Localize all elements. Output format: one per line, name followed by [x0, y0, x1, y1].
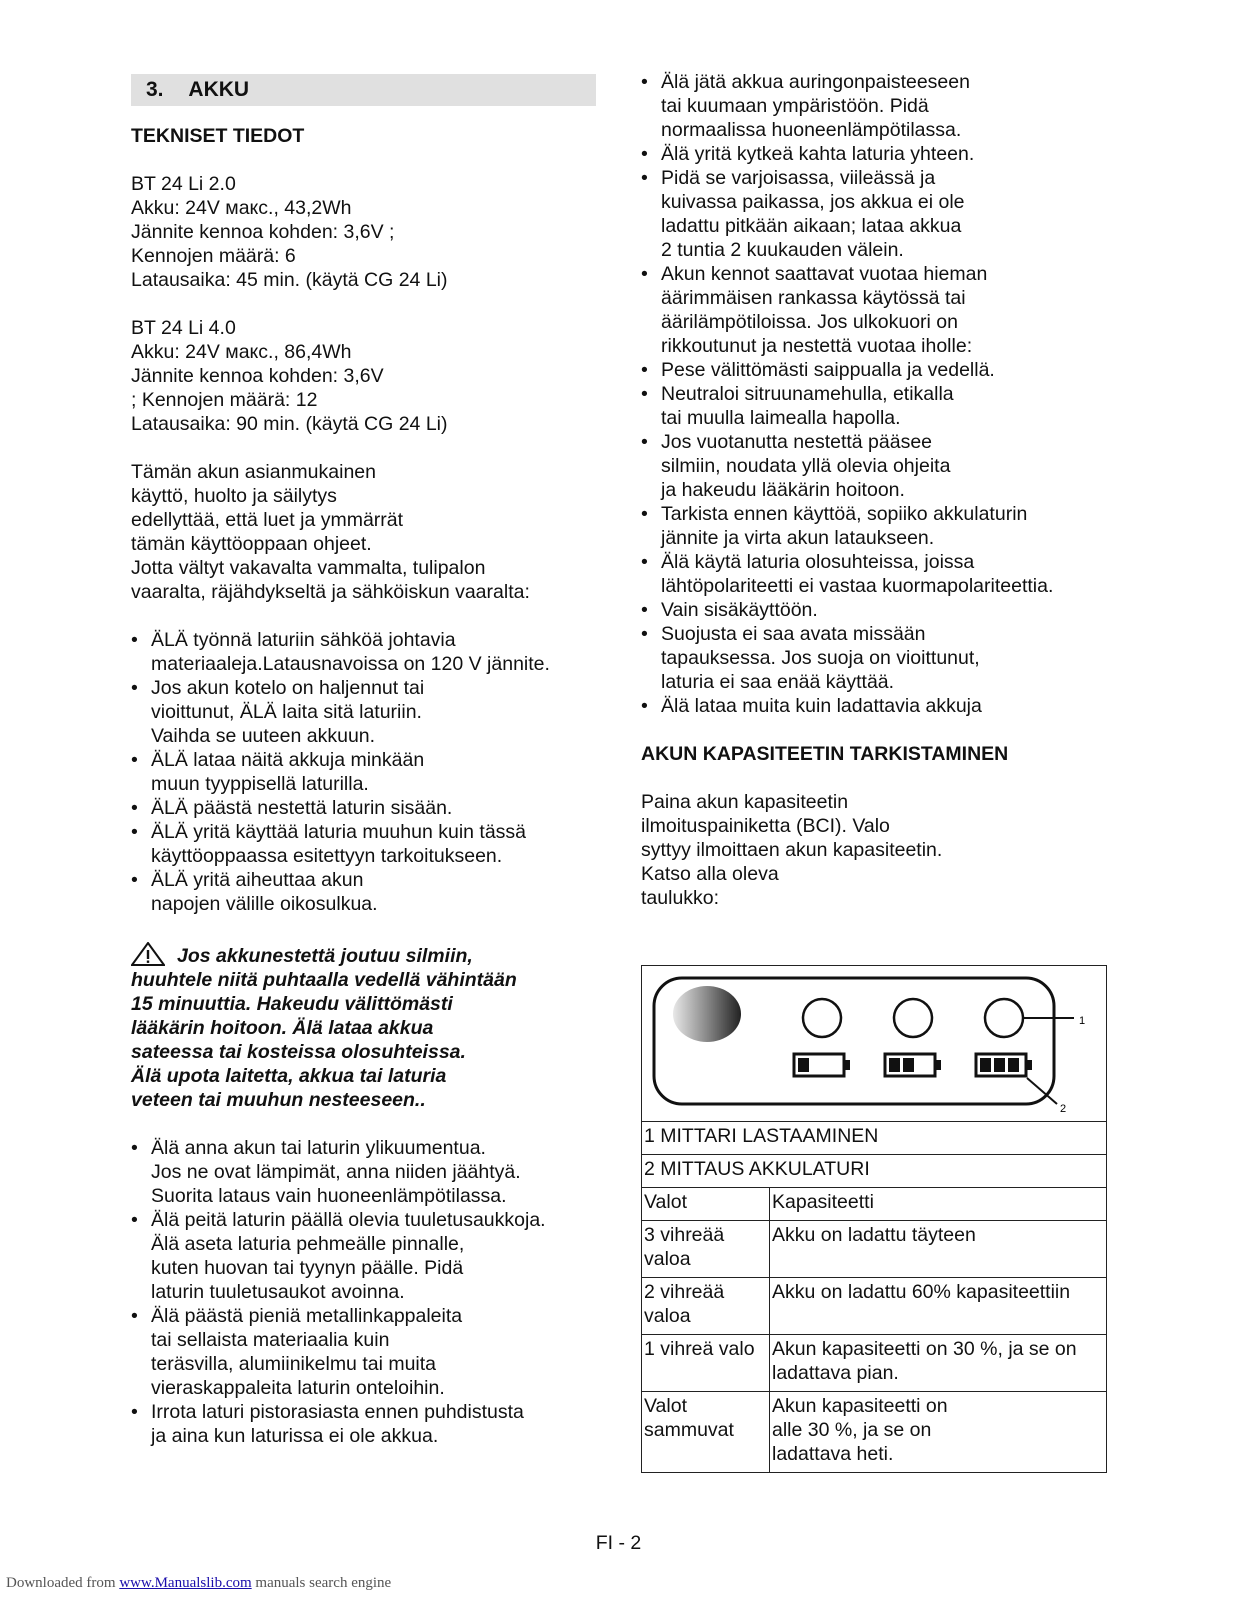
capacity-paragraph: [641, 790, 1111, 910]
bullet-line: • Älä jätä akkua auringonpaisteeseen: [661, 71, 970, 93]
table-cell: 2 MITTAUS AKKULATURI: [642, 1155, 1107, 1188]
list-item: [641, 502, 1111, 550]
bullet-line: • Jos akun kotelo on haljennut tai: [151, 677, 425, 699]
led-3-icon: [985, 999, 1023, 1037]
bullet-line: jännite ja virta akun lataukseen.: [661, 527, 935, 549]
bullet-line: ladattu pitkään aikaan; lataa akkua: [661, 215, 962, 237]
battery-segment: [980, 1058, 991, 1072]
bullet-line: äärimmäisen rankassa käytössä tai: [661, 287, 966, 309]
bullet-line: • ÄLÄ yritä aiheuttaa akun: [151, 869, 364, 891]
bullet-line: muun tyyppisellä laturilla.: [151, 773, 369, 795]
bullet-line: kuten huovan tai tyynyn päälle. Pidä: [151, 1257, 464, 1279]
list-item: [131, 1208, 601, 1304]
bullet-line: normaalissa huoneenlämpötilassa.: [661, 119, 962, 141]
cell-line: 1 vihreä valo: [644, 1338, 755, 1360]
bullet-line: materiaaleja.Latausnavoissa on 120 V jännite.: [151, 653, 550, 675]
spec-bt24li-2: [131, 172, 601, 292]
bullet-line: • ÄLÄ yritä käyttää laturia muuhun kuin tässä: [151, 821, 527, 843]
indicator-figure-cell: [642, 966, 1107, 1122]
bullet-line: tai muulla laimealla hapolla.: [661, 407, 901, 429]
bullet-line: silmiin, noudata yllä olevia ohjeita: [661, 455, 951, 477]
capacity-table: [641, 965, 1107, 1473]
bullet-line: • ÄLÄ työnnä laturiin sähköä johtavia: [151, 629, 456, 651]
table-row: [642, 1392, 1107, 1473]
table-header-row: [642, 1188, 1107, 1221]
table-cell: [642, 1221, 770, 1278]
list-item: [641, 694, 1111, 718]
bullet-line: • Pese välittömästi saippualla ja vedellä.: [661, 359, 995, 381]
table-row: [642, 1155, 1107, 1188]
safety-list-1: [131, 628, 601, 916]
table-row: [642, 1335, 1107, 1392]
bullet-line: teräsvilla, alumiinikelmu tai muita: [151, 1353, 437, 1375]
list-item: [641, 142, 1111, 166]
table-cell: [642, 1278, 770, 1335]
cell-line: 3 vihreää: [644, 1224, 725, 1246]
intro-line: Jotta vältyt vakavalta vammalta, tulipalon: [131, 557, 486, 579]
bci-button-icon: [673, 986, 741, 1042]
callout-label-1: 1: [1079, 1015, 1086, 1027]
spec-line: ; Kennojen määrä: 12: [131, 389, 318, 411]
warning-text: Jos akkunestettä joutuu silmiin,: [177, 945, 473, 967]
warning-line: sateessa tai kosteissa olosuhteissa.: [131, 1041, 466, 1063]
led-2-icon: [894, 999, 932, 1037]
list-item: [131, 1400, 601, 1448]
cell-line: valoa: [644, 1248, 691, 1270]
bullet-line: • Älä lataa muita kuin ladattavia akkuja: [661, 695, 982, 717]
bullet-line: Älä aseta laturia pehmeälle pinnalle,: [151, 1233, 465, 1255]
capacity-line: Paina akun kapasiteetin: [641, 791, 849, 813]
list-item: [641, 550, 1111, 598]
battery-indicator-figure: [642, 966, 1108, 1121]
warning-line: [131, 942, 601, 968]
section-header: [131, 74, 596, 106]
bullet-line: • Suojusta ei saa avata missään: [661, 623, 926, 645]
spec-line: BT 24 Li 4.0: [131, 317, 236, 339]
list-item: [641, 382, 1111, 430]
list-item: [131, 820, 601, 868]
battery-level-2-icon: [885, 1054, 941, 1076]
bullet-line: tai sellaista materiaalia kuin: [151, 1329, 390, 1351]
list-item: [131, 796, 601, 820]
cell-line: Akun kapasiteetti on 30 %, ja se on: [772, 1338, 1077, 1360]
list-item: [641, 70, 1111, 142]
bullet-line: • Älä yritä kytkeä kahta laturia yhteen.: [661, 143, 975, 165]
bullet-line: • Vain sisäkäyttöön.: [661, 599, 818, 621]
manualslib-link[interactable]: www.Manualslib.com: [119, 1575, 252, 1591]
cell-line: Valot: [644, 1395, 687, 1417]
bullet-line: laturin tuuletusaukot avoinna.: [151, 1281, 405, 1303]
warning-line: 15 minuuttia. Hakeudu välittömästi: [131, 993, 453, 1015]
spec-line: Latausaika: 45 min. (käytä CG 24 Li): [131, 269, 448, 291]
list-item: [131, 868, 601, 916]
safety-list-2: [131, 1136, 601, 1448]
callout-label-2: 2: [1060, 1103, 1067, 1115]
spec-line: Latausaika: 90 min. (käytä CG 24 Li): [131, 413, 448, 435]
capacity-line: taulukko:: [641, 887, 720, 909]
capacity-line: ilmoituspainiketta (BCI). Valo: [641, 815, 890, 837]
download-prefix: Downloaded from: [6, 1575, 120, 1591]
section-number: 3.: [146, 78, 164, 101]
battery-segment: [889, 1058, 900, 1072]
bullet-line: • Akun kennot saattavat vuotaa hieman: [661, 263, 988, 285]
table-row: [642, 1122, 1107, 1155]
bullet-line: rikkoutunut ja nestettä vuotaa iholle:: [661, 335, 973, 357]
bullet-line: • Älä peitä laturin päällä olevia tuuletusaukkoja.: [151, 1209, 546, 1231]
left-column: [131, 70, 601, 1448]
intro-line: tämän käyttöoppaan ohjeet.: [131, 533, 372, 555]
tech-heading: TEKNISET TIEDOT: [131, 125, 305, 147]
bullet-line: Jos ne ovat lämpimät, anna niiden jäähtyä.: [151, 1161, 521, 1183]
table-cell: [770, 1221, 1107, 1278]
cell-line: alle 30 %, ja se on: [772, 1419, 932, 1441]
bullet-line: • Pidä se varjoisassa, viileässä ja: [661, 167, 936, 189]
intro-line: edellyttää, että luet ja ymmärrät: [131, 509, 404, 531]
bullet-line: • ÄLÄ lataa näitä akkuja minkään: [151, 749, 425, 771]
cell-line: sammuvat: [644, 1419, 734, 1441]
list-item: [641, 430, 1111, 502]
list-item: [131, 676, 601, 748]
battery-level-1-icon: [794, 1054, 850, 1076]
warning-triangle-icon: [131, 942, 165, 966]
battery-level-3-icon: [976, 1054, 1032, 1076]
list-item: [641, 622, 1111, 694]
table-cell: [642, 1392, 770, 1473]
cell-line: Akku on ladattu täyteen: [772, 1224, 976, 1246]
bullet-line: vieraskappaleita laturin onteloihin.: [151, 1377, 445, 1399]
table-cell: [770, 1335, 1107, 1392]
bullet-line: • Jos vuotanutta nestettä pääsee: [661, 431, 933, 453]
safety-list-3: [641, 70, 1111, 718]
cell-line: ladattava pian.: [772, 1362, 899, 1384]
cell-line: Akun kapasiteetti on: [772, 1395, 948, 1417]
warning-line: Älä upota laitetta, akkua tai laturia: [131, 1065, 447, 1087]
bullet-line: käyttöoppaassa esitettyyn tarkoitukseen.: [151, 845, 503, 867]
download-footer: [6, 1575, 391, 1592]
bullet-line: lähtöpolariteetti ei vastaa kuormapolariteettia.: [661, 575, 1054, 597]
bullet-line: laturia ei saa enää käyttää.: [661, 671, 895, 693]
bullet-line: • Älä päästä pieniä metallinkappaleita: [151, 1305, 463, 1327]
capacity-heading: AKUN KAPASITEETIN TARKISTAMINEN: [641, 743, 1009, 765]
cell-line: Akku on ladattu 60% kapasiteettiin: [772, 1281, 1071, 1303]
table-cell: [770, 1278, 1107, 1335]
table-cell: [642, 1335, 770, 1392]
page-number: FI - 2: [595, 1532, 642, 1554]
bullet-line: vioittunut, ÄLÄ laita sitä laturiin.: [151, 701, 422, 723]
bullet-line: ja aina kun laturissa ei ole akkua.: [151, 1425, 439, 1447]
bullet-line: • ÄLÄ päästä nestettä laturin sisään.: [151, 797, 453, 819]
list-item: [641, 166, 1111, 262]
spec-line: Akku: 24V макс., 43,2Wh: [131, 197, 352, 219]
section-title: AKKU: [188, 78, 250, 101]
spec-line: BT 24 Li 2.0: [131, 173, 236, 195]
bullet-line: • Irrota laturi pistorasiasta ennen puhdistusta: [151, 1401, 524, 1423]
table-row: [642, 1221, 1107, 1278]
list-item: [641, 598, 1111, 622]
list-item: [641, 262, 1111, 358]
bullet-line: ja hakeudu lääkärin hoitoon.: [661, 479, 905, 501]
warning-line: lääkärin hoitoon. Älä lataa akkua: [131, 1017, 434, 1039]
capacity-line: Katso alla oleva: [641, 863, 779, 885]
list-item: [131, 748, 601, 796]
warning-line: huuhtele niitä puhtaalla vedellä vähintään: [131, 969, 517, 991]
list-item: [131, 1136, 601, 1208]
spec-line: Jännite kennoa kohden: 3,6V ;: [131, 221, 395, 243]
bullet-line: Suorita lataus vain huoneenlämpötilassa.: [151, 1185, 507, 1207]
bullet-line: tapauksessa. Jos suoja on vioittunut,: [661, 647, 980, 669]
spec-line: Akku: 24V макс., 86,4Wh: [131, 341, 352, 363]
intro-line: käyttö, huolto ja säilytys: [131, 485, 337, 507]
bullet-line: äärilämpötiloissa. Jos ulkokuori on: [661, 311, 958, 333]
spec-line: Kennojen määrä: 6: [131, 245, 296, 267]
bullet-line: • Älä käytä laturia olosuhteissa, joissa: [661, 551, 975, 573]
cell-line: valoa: [644, 1305, 691, 1327]
bullet-line: napojen välille oikosulkua.: [151, 893, 378, 915]
intro-paragraph: [131, 460, 601, 604]
intro-line: vaaralta, räjähdykseltä ja sähköiskun vaaralta:: [131, 581, 530, 603]
table-row: [642, 1278, 1107, 1335]
bullet-line: • Neutraloi sitruunamehulla, etikalla: [661, 383, 954, 405]
table-cell: [770, 1392, 1107, 1473]
bullet-line: kuivassa paikassa, jos akkua ei ole: [661, 191, 965, 213]
right-column: [641, 70, 1111, 910]
header-cell: Valot: [642, 1188, 770, 1221]
table-row: [642, 966, 1107, 1122]
cell-line: 2 vihreää: [644, 1281, 725, 1303]
cell-line: ladattava heti.: [772, 1443, 894, 1465]
warning-line: veteen tai muuhun nesteeseen..: [131, 1089, 426, 1111]
bullet-line: • Tarkista ennen käyttöä, sopiiko akkulaturin: [661, 503, 1028, 525]
download-suffix: manuals search engine: [251, 1575, 392, 1591]
list-item: [131, 1304, 601, 1400]
list-item: [131, 628, 601, 676]
intro-line: Tämän akun asianmukainen: [131, 461, 376, 483]
table-cell: 1 MITTARI LASTAAMINEN: [642, 1122, 1107, 1155]
spec-line: Jännite kennoa kohden: 3,6V: [131, 365, 384, 387]
battery-segment: [994, 1058, 1005, 1072]
capacity-line: syttyy ilmoittaen akun kapasiteetin.: [641, 839, 943, 861]
bullet-line: Vaihda se uuteen akkuun.: [151, 725, 376, 747]
spec-bt24li-4: [131, 316, 601, 436]
warning-block: [131, 942, 601, 1112]
battery-segment: [1008, 1058, 1019, 1072]
battery-segment: [903, 1058, 914, 1072]
bullet-line: 2 tuntia 2 kuukauden välein.: [661, 239, 904, 261]
header-cell: Kapasiteetti: [770, 1188, 1107, 1221]
battery-segment: [798, 1058, 809, 1072]
bullet-line: tai kuumaan ympäristöön. Pidä: [661, 95, 929, 117]
led-1-icon: [803, 999, 841, 1037]
list-item: [641, 358, 1111, 382]
bullet-line: • Älä anna akun tai laturin ylikuumentua.: [151, 1137, 486, 1159]
